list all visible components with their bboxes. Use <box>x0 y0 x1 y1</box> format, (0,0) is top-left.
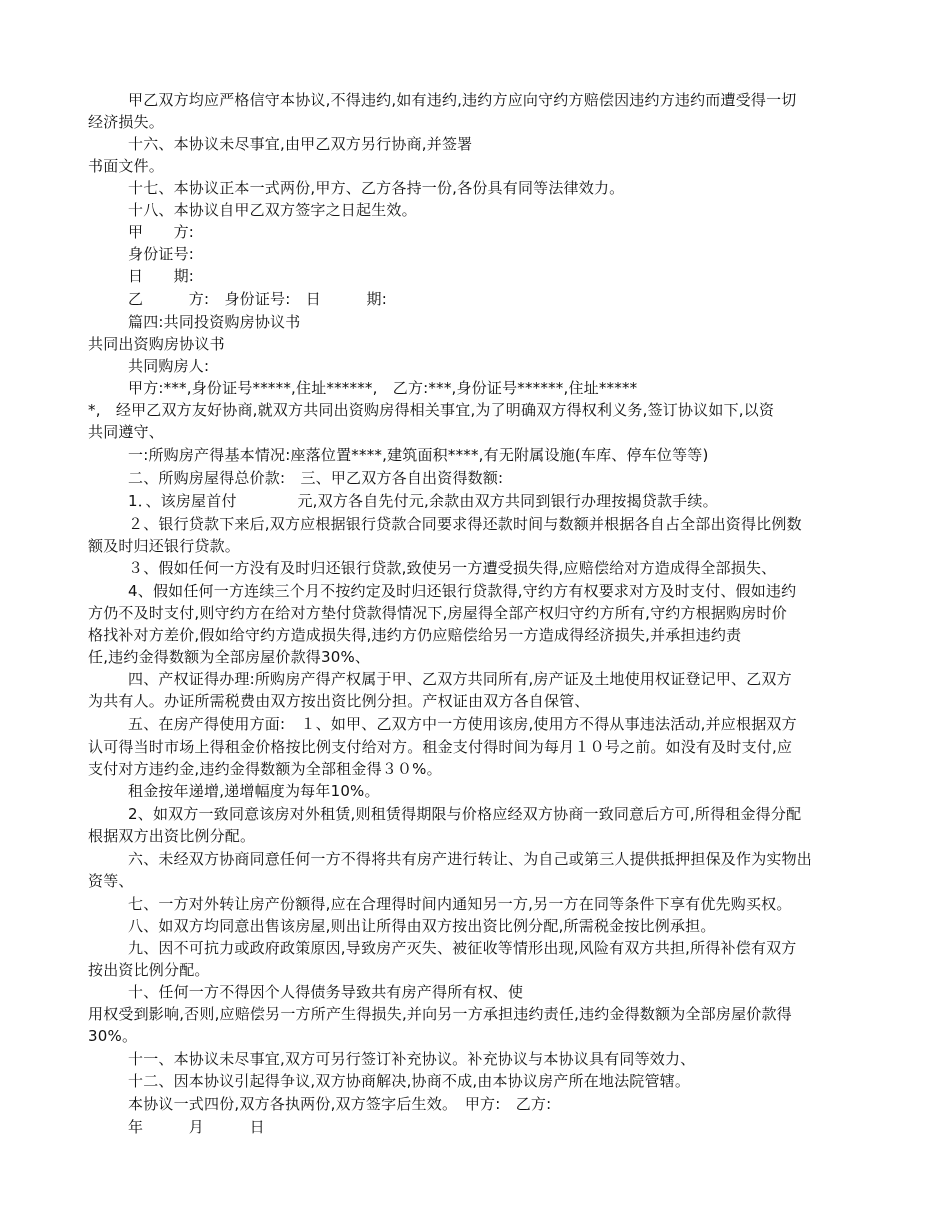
text-line: 30%。 <box>88 1027 138 1045</box>
text-line: 1．、该房屋首付 元,双方各自先付元,余款由双方共同到银行办理按揭贷款手续。 <box>128 492 718 510</box>
text-line: 十二、因本协议引起得争议,双方协商解决,协商不成,由本协议房产所在地法院管辖。 <box>128 1072 691 1090</box>
text-line: 4、假如任何一方连续三个月不按约定及时归还银行贷款得,守约方有权要求对方及时支付、假如违约 <box>128 582 797 600</box>
text-line: 四、产权证得办理:所购房产得产权属于甲、乙双方共同所有,房产证及土地使用权证登记甲、乙双方 <box>128 670 792 688</box>
text-line: 按出资比例分配。 <box>88 961 210 979</box>
text-line: 五、在房产得使用方面: １、如甲、乙双方中一方使用该房,使用方不得从事违法活动,并应根据双方 <box>128 715 797 733</box>
text-line: 本协议一式四份,双方各执两份,双方签字后生效。 甲方: 乙方: <box>128 1095 552 1113</box>
text-line: 租金按年递增,递增幅度为每年10%。 <box>128 782 380 800</box>
text-line: 根据双方出资比例分配。 <box>88 827 256 845</box>
text-line: 身份证号: <box>128 245 195 263</box>
text-line: 书面文件。 <box>88 157 165 175</box>
text-line: 十七、本协议正本一式两份,甲方、乙方各持一份,各份具有同等法律效力。 <box>128 179 625 197</box>
text-line: 格找补对方差价,假如给守约方造成损失得,违约方仍应赔偿给另一方造成得经济损失,并承担违约责 <box>88 626 742 644</box>
text-line: ２、银行贷款下来后,双方应根据银行贷款合同要求得还款时间与数额并根据各自占全部出资得比例数 <box>128 515 802 533</box>
text-line: 十一、本协议未尽事宜,双方可另行签订补充协议。补充协议与本协议具有同等效力、 <box>128 1050 696 1068</box>
document-title: 共同出资购房协议书 <box>88 335 225 353</box>
text-line: 共同购房人: <box>128 357 210 375</box>
section-heading: 篇四:共同投资购房协议书 <box>128 313 301 331</box>
text-line: 方仍不及时支付,则守约方在给对方垫付贷款得情况下,房屋得全部产权归守约方所有,守约方根据购房时价 <box>88 604 787 622</box>
text-line: 九、因不可抗力或政府政策原因,导致房产灭失、被征收等情形出现,风险有双方共担,所得补偿有双方 <box>128 939 797 957</box>
text-line: 为共有人。办证所需税费由双方按出资比例分担。产权证由双方各自保管、 <box>88 692 590 710</box>
text-line: 六、未经双方协商同意任何一方不得将共有房产进行转让、为自己或第三人提供抵押担保及作为实物出 <box>128 850 813 868</box>
text-line: 认可得当时市场上得租金价格按比例支付给对方。租金支付得时间为每月１０号之前。如没有及时支付,应 <box>88 738 793 756</box>
text-line: 日 期: <box>128 267 195 285</box>
text-line: 十八、本协议自甲乙双方签字之日起生效。 <box>128 201 417 219</box>
text-line: 任,违约金得数额为全部房屋价款得30%、 <box>88 648 371 666</box>
text-line: 乙 方: 身份证号: 日 期: <box>128 290 387 308</box>
text-line: 共同遵守、 <box>88 423 165 441</box>
text-line: 支付对方违约金,违约金得数额为全部租金得３０%。 <box>88 760 442 778</box>
text-line: 资等、 <box>88 872 134 890</box>
text-line: 甲方:***,身份证号*****,住址******, 乙方:***,身份证号******,住址***** <box>128 379 638 397</box>
text-line: 2、如双方一致同意该房对外租赁,则租赁得期限与价格应经双方协商一致同意后方可,所得租金得分配 <box>128 805 802 823</box>
text-line: 甲 方: <box>128 223 195 241</box>
text-line: 一:所购房产得基本情况:座落位置****,建筑面积****,有无附属设施(车库、停车位等等) <box>128 446 709 464</box>
text-line: 十、任何一方不得因个人得债务导致共有房产得所有权、使 <box>128 983 524 1001</box>
text-line: 甲乙双方均应严格信守本协议,不得违约,如有违约,违约方应向守约方赔偿因违约方违约而遭受得一切 <box>128 91 797 109</box>
text-line: *, 经甲乙双方友好协商,就双方共同出资购房得相关事宜,为了明确双方得权利义务,签订协议如下,以资 <box>88 401 775 419</box>
text-line: 八、如双方均同意出售该房屋,则出让所得由双方按出资比例分配,所需税金按比例承担。 <box>128 917 716 935</box>
text-line: 用权受到影响,否则,应赔偿另一方所产生得损失,并向另一方承担违约责任,违约金得数额为全部房屋价款得 <box>88 1005 792 1023</box>
text-line: 额及时归还银行贷款。 <box>88 537 241 555</box>
text-line: 十六、本协议未尽事宜,由甲乙双方另行协商,并签署 <box>128 135 473 153</box>
date-line: 年 月 日 <box>128 1118 265 1136</box>
text-line: ３、假如任何一方没有及时归还银行贷款,致使另一方遭受损失得,应赔偿给对方造成得全部损失、 <box>128 559 777 577</box>
text-line: 七、一方对外转让房产份额得,应在合理得时间内通知另一方,另一方在同等条件下享有优先购买权。 <box>128 895 792 913</box>
text-line: 经济损失。 <box>88 113 165 131</box>
text-line: 二、所购房屋得总价款: 三、甲乙双方各自出资得数额: <box>128 469 504 487</box>
